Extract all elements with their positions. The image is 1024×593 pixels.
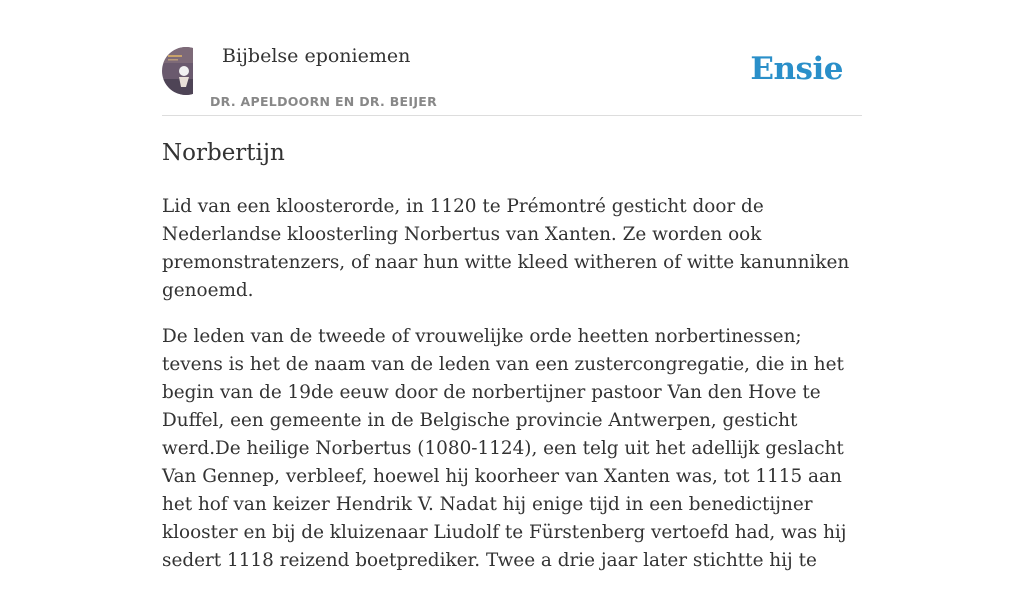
ensie-logo[interactable]: Ensie — [750, 51, 843, 87]
entry-content — [162, 193, 864, 593]
book-cover-art — [162, 47, 193, 95]
entry-paragraph-1: Lid van een kloosterorde, in 1120 te Prémontré gesticht door de Nederlandse kloosterling Norbertus van Xanten. Ze worden ook premonstratenzers, of naar hun witte kleed witheren of witte kanunniken genoemd. — [162, 196, 850, 301]
book-title[interactable]: Bijbelse eponiemen — [222, 45, 411, 67]
entry-paragraph-2: De leden van de tweede of vrouwelijke orde heetten norbertinessen; tevens is het de naam van de leden van een zustercongregatie, die in het begin van de 19de eeuw door de norbertijner pastoor Van den Hove te Duffel, een gemeente in de Belgische provincie Antwerpen, gesticht werd.De heilige Norbertus (1080-1124), een telg uit het adellijk geslacht Van Gennep, verbleef, hoewel hij koorheer van Xanten was, tot 1115 aan het hof van keizer Hendrik V. Nadat hij enige tijd in een benedictijner klooster en bij de kluizenaar Liudolf te Fürstenberg vertoefd had, was hij sedert 1118 reizend boetprediker. Twee a drie jaar later stichtte hij te — [162, 326, 847, 571]
book-authors: DR. APELDOORN EN DR. BEIJER — [210, 94, 438, 109]
page — [162, 0, 862, 571]
book-cover-image[interactable] — [162, 47, 193, 95]
entry-title: Norbertijn — [162, 140, 285, 166]
book-header — [162, 0, 862, 116]
